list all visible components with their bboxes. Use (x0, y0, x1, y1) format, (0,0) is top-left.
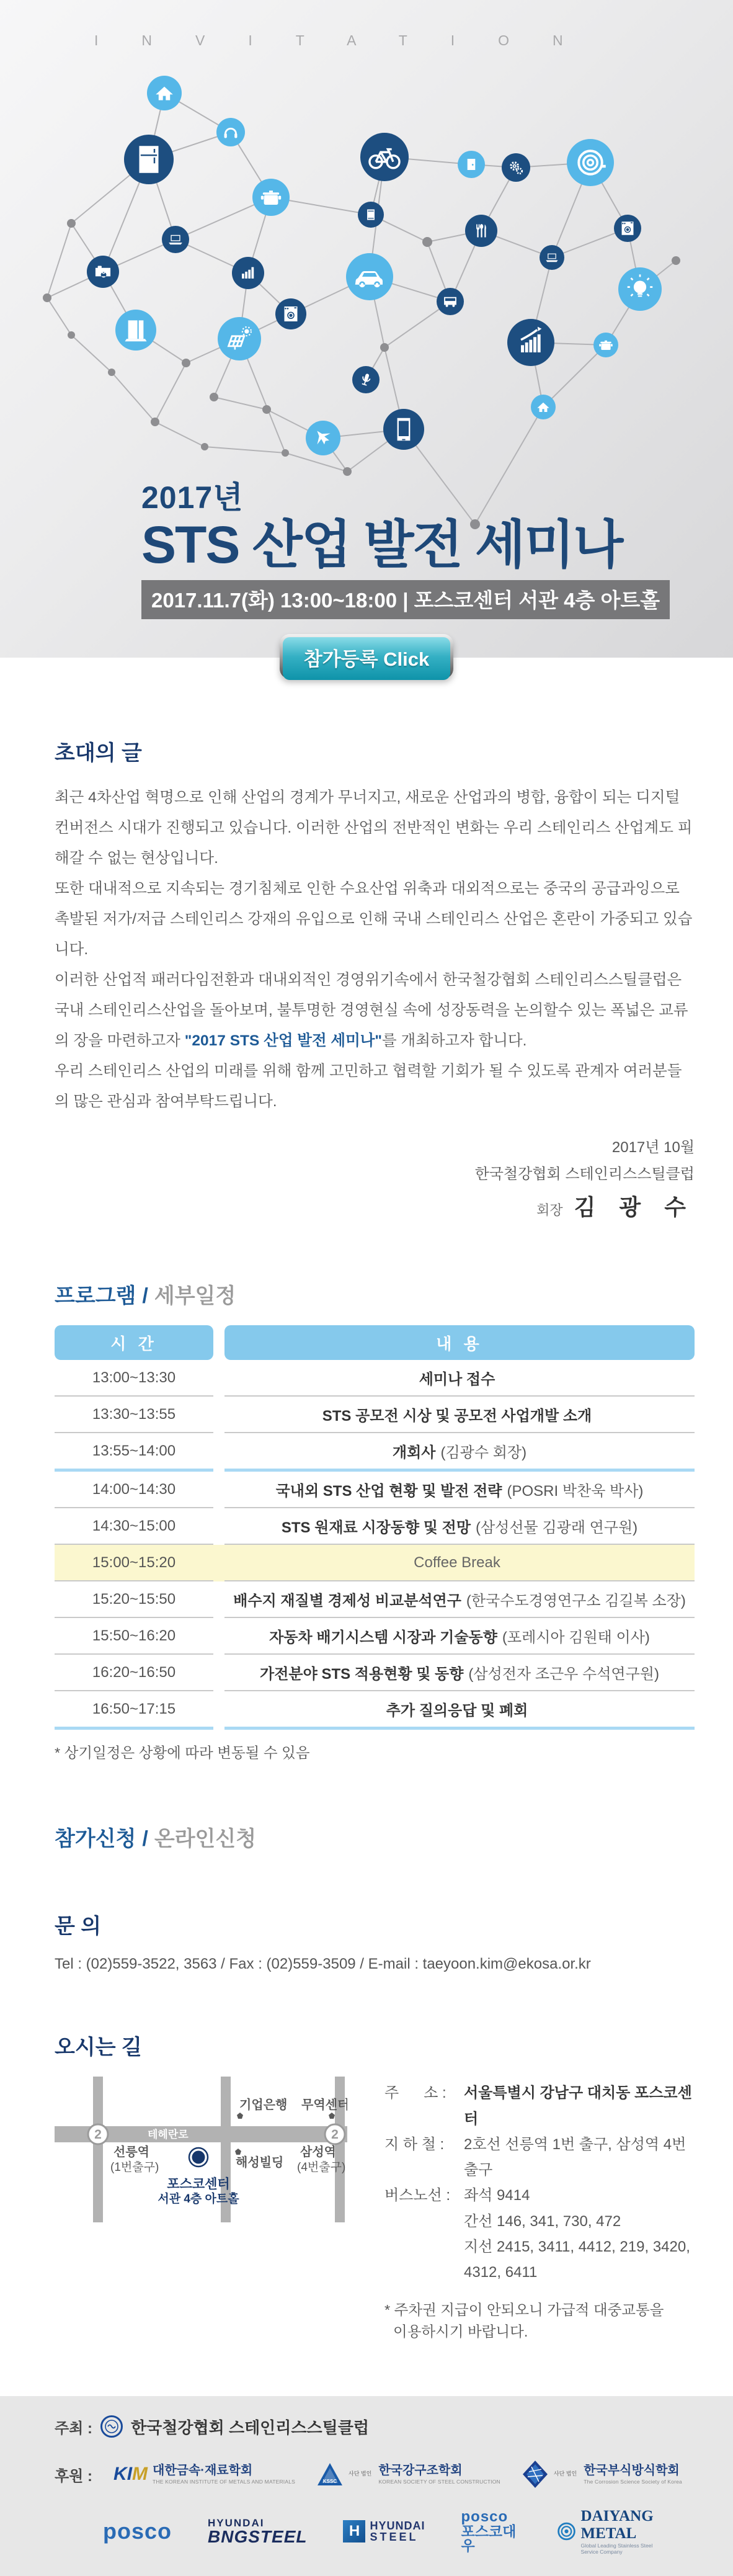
info-label: 주 소 : (384, 2085, 451, 2102)
session-title: 개회사 (392, 1444, 436, 1462)
signature-date: 2017년 10월 (611, 1139, 695, 1156)
schedule-content (224, 1545, 695, 1581)
invitation-paragraph: 또한 대내적으로 지속되는 경기침체로 인한 수요산업 위축과 대외적으로는 중국의 공급과잉으로 촉발된 저가/저급 스테인리스 강재의 유입으로 인해 국내 스테인리스 산업은 혼란이 가중되고 있습니다. (55, 880, 693, 958)
growth-chart-icon (507, 319, 554, 366)
building-label-trade-center: 무역센터 (301, 2098, 347, 2113)
table-row (55, 1618, 695, 1655)
bicycle-icon (360, 133, 409, 181)
smartphone-icon (383, 409, 424, 450)
sponsor-row (55, 2459, 695, 2489)
invitation-paragraph: 우리 스테인리스 산업의 미래를 위해 함께 고민하고 협력할 기회가 될 수 있도록 관계자 여러분들의 많은 관심과 참여부탁드립니다. (55, 1063, 682, 1110)
session-title: 자동차 배기시스템 시장과 기술동향 (269, 1629, 497, 1647)
registration-heading: 참가신청 / 온라인신청 (55, 1827, 257, 1851)
washing-machine-icon (614, 215, 641, 242)
cooking-pot-icon (593, 333, 618, 357)
sponsor-prefix: 사단 법인 (553, 2471, 577, 2477)
table-row (55, 1360, 695, 1397)
info-label (384, 2234, 464, 2286)
schedule-content (224, 1691, 695, 1730)
info-row (384, 2209, 695, 2234)
schedule-time: 13:30~13:55 (55, 1397, 213, 1433)
info-label: 버스노선 : (384, 2187, 455, 2204)
session-title: 배수지 재질별 경제성 비교분석연구 (233, 1593, 461, 1610)
page-title: STS 산업 발전 세미나 (141, 516, 623, 574)
company-logo-row (103, 2508, 695, 2555)
hyundai-bngsteel-logo: HYUNDAI BNGSTEEL (208, 2516, 308, 2546)
date-venue-bar: 2017.11.7(화) 13:00~18:00 | 포스코센터 서관 4층 아트홀 (141, 580, 670, 619)
register-row (0, 634, 733, 679)
venue-marker-icon (192, 2151, 205, 2164)
station-label-samseong: 삼성역 (300, 2145, 336, 2160)
column-header-time: 시 간 (55, 1325, 213, 1360)
address-rows (384, 2080, 695, 2285)
contact-heading: 문 의 (55, 1915, 102, 1939)
hyundai-steel-logo: H HYUNDAI STEEL (343, 2520, 425, 2542)
kim-logo: KIM (113, 2464, 148, 2484)
car-icon (346, 253, 393, 300)
laptop-icon (540, 245, 564, 270)
sponsor-kssc (316, 2462, 500, 2487)
sponsor-name: 한국부식방식학회 (584, 2463, 680, 2477)
address-info-block (384, 2077, 695, 2343)
sponsor-name: 한국강구조학회 (378, 2463, 463, 2477)
house-icon (147, 76, 182, 110)
session-title: Coffee Break (414, 1554, 500, 1571)
solar-panel-icon (218, 317, 261, 360)
lightbulb-icon (618, 267, 662, 311)
storage-tank-icon (115, 310, 156, 351)
cssk-diamond-logo (522, 2459, 549, 2489)
info-value: 간선 146, 341, 730, 472 (464, 2212, 621, 2230)
kssc-triangle-logo (316, 2462, 344, 2487)
schedule-time: 15:00~15:20 (55, 1545, 213, 1581)
program-heading: 프로그램 / 세부일정 (55, 1284, 236, 1308)
hyundai-steel-h-icon: H (343, 2520, 365, 2542)
station-exit-label: (4번출구) (297, 2161, 346, 2175)
table-row (55, 1472, 695, 1508)
airplane-icon (306, 421, 340, 455)
parking-note: * 주차권 지급이 안되오니 가급적 대중교통을 이용하시기 바랍니다. (384, 2301, 664, 2340)
table-row (55, 1433, 695, 1472)
session-title: STS 공모전 시상 및 공모전 사업개발 소개 (322, 1408, 592, 1425)
sponsor-subtitle: KOREAN SOCIETY OF STEEL CONSTRUCTION (378, 2478, 500, 2485)
can-icon (358, 202, 384, 228)
registration-section (55, 1822, 695, 1852)
table-row (55, 1545, 695, 1581)
session-title: 가전분야 STS 적용현황 및 동향 (260, 1666, 464, 1683)
directions-section (55, 2030, 695, 2396)
building-marker-icon (237, 2113, 243, 2119)
hero-banner (0, 0, 733, 658)
column-header-content: 내 용 (224, 1325, 695, 1360)
cutlery-icon (465, 215, 497, 247)
register-button[interactable] (280, 634, 454, 679)
schedule-time: 15:50~16:20 (55, 1618, 213, 1655)
program-table (55, 1325, 695, 1730)
building-label-haesung: 해성빌딩 (236, 2156, 284, 2170)
table-row (55, 1397, 695, 1433)
schedule-time: 16:20~16:50 (55, 1655, 213, 1691)
schedule-time: 14:00~14:30 (55, 1472, 213, 1508)
signature-name: 김 광 수 (574, 1194, 695, 1220)
table-row (55, 1581, 695, 1618)
contact-info: Tel : (02)559-3522, 3563 / Fax : (02)559-3509 / E-mail : taeyoon.kim@ekosa.or.kr (55, 1956, 591, 1973)
map-road-vertical-left (93, 2077, 103, 2222)
subway-line2-number: 2 (331, 2127, 339, 2142)
sponsor-name: 대한금속·재료학회 (153, 2463, 253, 2477)
posco-logo: posco (103, 2518, 172, 2544)
laptop-icon (162, 226, 189, 253)
schedule-content (224, 1655, 695, 1691)
washing-machine-icon (275, 298, 306, 329)
sponsor-cssk (522, 2459, 682, 2489)
table-row (55, 1508, 695, 1545)
invitation-message-section (55, 736, 695, 1222)
info-row (384, 2132, 695, 2183)
sponsor-footer (0, 2396, 733, 2576)
schedule-time: 15:20~15:50 (55, 1581, 213, 1618)
session-title: 세미나 접수 (419, 1371, 495, 1389)
main-content (0, 736, 733, 2396)
invitation-label: INVITATION (94, 32, 606, 48)
schedule-content (224, 1397, 695, 1433)
sponsor-prefix: 사단 법인 (349, 2471, 372, 2477)
signature-block (55, 1134, 695, 1222)
signature-role: 회장 (536, 1202, 563, 1219)
info-row (384, 2234, 695, 2286)
venue-name-label: 포스코센터 (167, 2177, 230, 2192)
register-button-label: 참가등록 Click (283, 637, 451, 680)
session-title: 추가 질의응답 및 폐회 (386, 1702, 528, 1720)
headphones-icon (216, 118, 245, 146)
microphone-icon (352, 366, 380, 393)
session-speaker: (삼성전자 조근우 수석연구원) (468, 1666, 659, 1683)
info-value: 2호선 선릉역 1번 출구, 삼성역 4번 출구 (464, 2135, 686, 2179)
host-row (55, 2415, 695, 2438)
session-title: STS 원재료 시장동향 및 전망 (281, 1519, 471, 1537)
sponsor-subtitle: The Corrosion Science Society of Korea (584, 2478, 682, 2485)
schedule-time: 14:30~15:00 (55, 1508, 213, 1545)
sponsor-label: 후원 : (55, 2467, 93, 2485)
sponsor-subtitle: THE KOREAN INSTITUTE OF METALS AND MATERIALS (153, 2478, 296, 2485)
sponsor-kim (113, 2464, 295, 2485)
posco-daewoo-logo: posco 포스코대우 (461, 2508, 517, 2554)
station-exit-label: (1번출구) (110, 2161, 159, 2175)
info-value: 지선 2415, 3411, 4412, 219, 3420, 4312, 6411 (464, 2238, 690, 2281)
hero-year: 2017년 (141, 480, 244, 515)
program-table-rows (55, 1360, 695, 1730)
kosa-seal-icon (100, 2415, 123, 2438)
invitation-paragraph: 최근 4차산업 혁명으로 인해 산업의 경계가 무너지고, 새로운 산업과의 병합, 융합이 되는 디지털 컨버전스 시대가 진행되고 있습니다. 이러한 산업의 전반적인 변화는 우리 스테인리스 산업계도 피해갈 수 없는 현상입니다. (55, 789, 693, 867)
building-marker-icon (329, 2113, 335, 2119)
schedule-time: 13:55~14:00 (55, 1433, 213, 1472)
host-organization-name: 한국철강협회 스테인리스스틸클럽 (131, 2418, 369, 2437)
bar-chart-icon (232, 257, 264, 289)
schedule-content (224, 1618, 695, 1655)
station-label-seolleung: 선릉역 (113, 2145, 149, 2160)
building-marker-icon (235, 2149, 241, 2155)
info-label: 지 하 철 : (384, 2135, 448, 2153)
schedule-content (224, 1581, 695, 1618)
info-row (384, 2080, 695, 2132)
schedule-content (224, 1360, 695, 1397)
house-icon (531, 395, 556, 419)
camera-icon (87, 256, 119, 288)
gears-icon (502, 153, 530, 182)
info-value: 서울특별시 강남구 대치동 포스코센터 (464, 2085, 692, 2127)
session-speaker: (김광수 회장) (440, 1444, 527, 1462)
session-speaker: (포레시아 김원태 이사) (502, 1629, 650, 1647)
info-label (384, 2209, 464, 2234)
daiyang-metal-icon (557, 2520, 576, 2542)
schedule-content (224, 1472, 695, 1508)
schedule-time: 16:50~17:15 (55, 1691, 213, 1730)
info-value: 좌석 9414 (464, 2187, 530, 2204)
cooking-pot-icon (252, 179, 290, 216)
signature-organization: 한국철강협회 스테인리스스틸클럽 (474, 1166, 695, 1183)
session-title: 국내외 STS 산업 현황 및 발전 전략 (275, 1483, 502, 1500)
bus-icon (437, 288, 464, 315)
session-speaker: (삼성선물 김광래 연구원) (476, 1519, 638, 1537)
host-label: 주최 : (55, 2420, 93, 2437)
hero-title-block (141, 473, 670, 619)
building-label-bank: 기업은행 (239, 2098, 288, 2113)
directions-heading: 오시는 길 (55, 2036, 142, 2060)
info-row (384, 2183, 695, 2208)
schedule-content (224, 1508, 695, 1545)
road-name-label: 테헤란로 (148, 2129, 189, 2141)
contact-section (55, 1909, 695, 1973)
daiyang-metal-logo: DAIYANG METAL Global Leading Stainless Steel Service Company (557, 2508, 695, 2555)
subway-line2-number: 2 (94, 2127, 102, 2142)
invitation-heading: 초대의 글 (55, 741, 142, 765)
schedule-time: 13:00~13:30 (55, 1360, 213, 1397)
svg-text:KSSC: KSSC (322, 2479, 337, 2484)
program-section (55, 1279, 695, 1762)
venue-floor-label: 서관 4층 아트홀 (158, 2193, 239, 2206)
steel-coil-icon (567, 139, 614, 186)
invitation-paragraph: 이러한 산업적 패러다임전환과 대내외적인 경영위기속에서 한국철강협회 스테인리스스틸클럽은 국내 스테인리스산업을 돌아보며, 불투명한 경영현실 속에 성장동력을 논의할수 있는 폭넓은 교류의 장을 마련하고자 "2017 STS 산업 발전 세미나"를 개최하고자 합니다. (55, 972, 688, 1049)
session-speaker: (한국수도경영연구소 김길복 소장) (466, 1593, 686, 1610)
schedule-content (224, 1433, 695, 1472)
schedule-note: * 상기일정은 상황에 따라 변동될 수 있음 (55, 1745, 310, 1761)
refrigerator-icon (124, 135, 174, 184)
session-speaker: (POSRI 박찬욱 박사) (507, 1483, 644, 1500)
seminar-name-highlight: "2017 STS 산업 발전 세미나" (184, 1032, 383, 1049)
table-row (55, 1691, 695, 1730)
door-icon (458, 151, 485, 178)
program-table-header (55, 1325, 695, 1360)
table-row (55, 1655, 695, 1691)
location-map (55, 2077, 347, 2225)
